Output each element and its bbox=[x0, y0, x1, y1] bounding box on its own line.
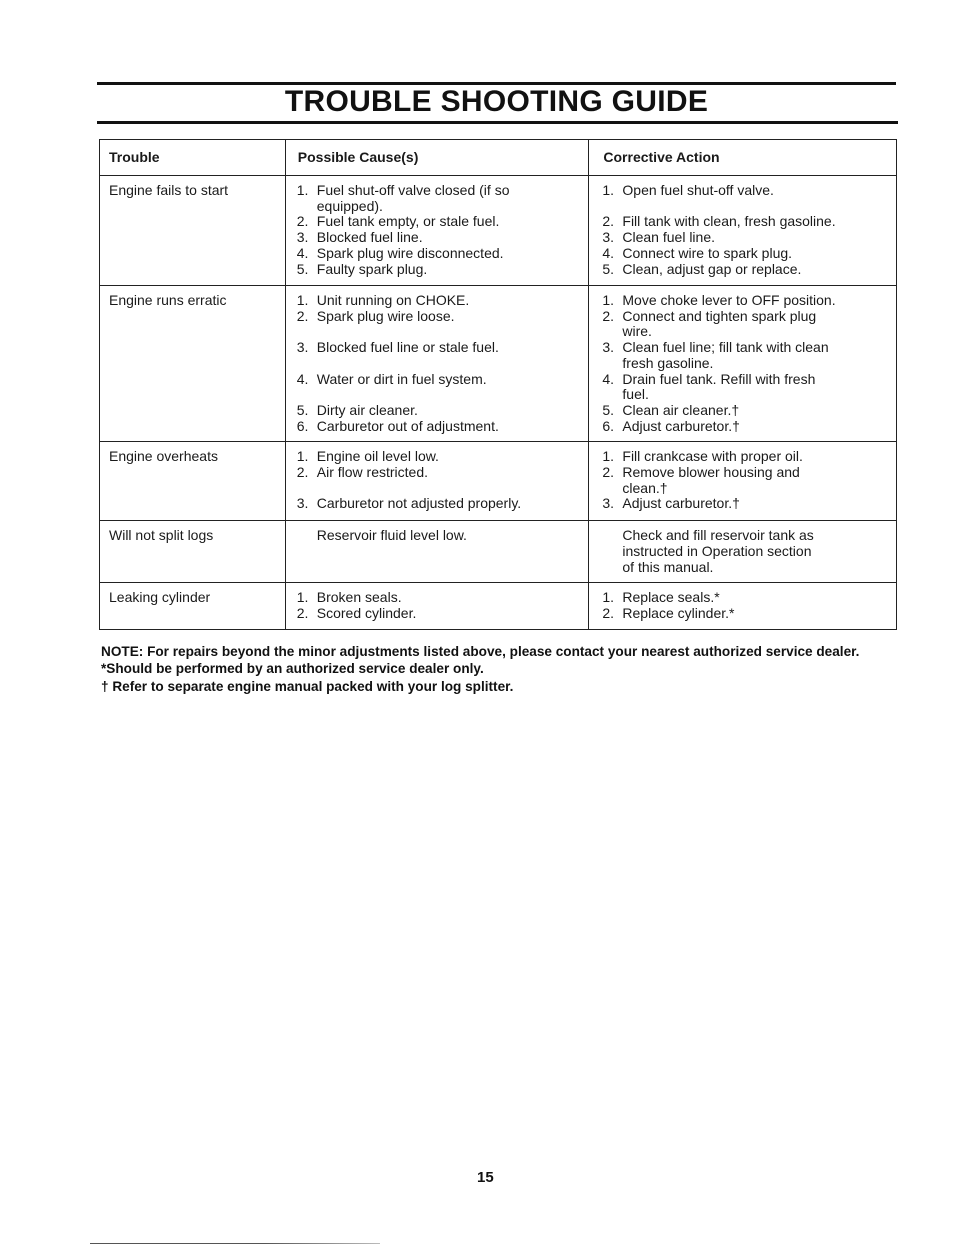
list-item bbox=[602, 214, 888, 230]
item-number: 3. bbox=[296, 229, 309, 246]
table-row bbox=[100, 176, 897, 286]
item-number: 6. bbox=[296, 417, 309, 434]
item-text: Carburetor out of adjustment. bbox=[316, 417, 499, 434]
item-text: Clean fuel line. bbox=[622, 229, 716, 246]
list-item bbox=[602, 449, 888, 465]
list-item bbox=[297, 481, 581, 497]
item-text: Broken seals. bbox=[316, 589, 402, 606]
item-text: Scored cylinder. bbox=[316, 605, 417, 622]
item-number bbox=[297, 528, 317, 544]
item-text: equipped). bbox=[316, 197, 383, 214]
item-number: 3. bbox=[602, 339, 615, 356]
list-item bbox=[602, 262, 888, 278]
item-number bbox=[297, 387, 317, 403]
actions-cell bbox=[589, 286, 897, 442]
list-item bbox=[602, 606, 888, 622]
item-text: fuel. bbox=[622, 386, 649, 403]
list-item bbox=[297, 372, 581, 388]
item-text bbox=[622, 199, 888, 215]
item-number bbox=[602, 560, 622, 576]
causes-cell bbox=[285, 442, 589, 521]
list-item bbox=[297, 246, 581, 262]
trouble-cell bbox=[100, 442, 286, 521]
list-item bbox=[297, 496, 581, 512]
list-item bbox=[297, 309, 581, 325]
item-number: 4. bbox=[602, 244, 615, 261]
item-number: 2. bbox=[602, 605, 615, 622]
list-item bbox=[602, 590, 888, 606]
table-row bbox=[100, 521, 897, 583]
item-text: Air flow restricted. bbox=[316, 464, 429, 481]
actions-cell bbox=[589, 176, 897, 286]
item-text: Fill crankcase with proper oil. bbox=[622, 448, 803, 465]
item-text: Replace seals.* bbox=[622, 589, 720, 606]
item-number: 1. bbox=[602, 182, 615, 198]
item-number: 4. bbox=[296, 370, 309, 387]
causes-cell bbox=[285, 176, 589, 286]
list-item bbox=[297, 419, 581, 435]
trouble-text: Leaking cylinder bbox=[109, 589, 211, 606]
trouble-cell bbox=[100, 176, 286, 286]
list-item bbox=[297, 387, 581, 403]
list-item bbox=[602, 199, 888, 215]
list-item bbox=[602, 387, 888, 403]
item-number: 1. bbox=[296, 589, 309, 606]
list-item bbox=[297, 340, 581, 356]
actions-cell bbox=[589, 442, 897, 521]
item-text: Move choke lever to OFF position. bbox=[622, 292, 836, 308]
item-number: 2. bbox=[602, 307, 615, 324]
note-repairs: NOTE: For repairs beyond the minor adjustments listed above, please contact your nearest authorized service dealer. bbox=[101, 644, 860, 659]
list-item bbox=[602, 528, 888, 544]
item-number: 1. bbox=[602, 589, 615, 606]
list-item bbox=[602, 403, 888, 419]
causes-cell bbox=[285, 286, 589, 442]
item-text: of this manual. bbox=[622, 558, 714, 575]
table-row bbox=[100, 286, 897, 442]
list-item bbox=[297, 293, 581, 309]
item-number bbox=[602, 481, 622, 497]
list-item bbox=[297, 449, 581, 465]
list-item bbox=[602, 340, 888, 356]
item-number: 5. bbox=[602, 260, 615, 277]
trouble-shooting-table bbox=[99, 139, 897, 630]
list-item bbox=[602, 481, 888, 497]
item-text: Spark plug wire loose. bbox=[316, 307, 455, 324]
trouble-cell bbox=[100, 286, 286, 442]
item-number: 1. bbox=[602, 448, 615, 465]
list-item bbox=[602, 419, 888, 435]
item-number bbox=[297, 324, 317, 340]
item-text: Clean air cleaner.† bbox=[622, 401, 740, 418]
notes-block bbox=[101, 643, 901, 695]
trouble-text: Engine runs erratic bbox=[109, 292, 227, 308]
item-text: Remove blower housing and bbox=[622, 464, 800, 481]
table-row bbox=[100, 583, 897, 630]
item-text: Fuel shut-off valve closed (if so bbox=[316, 182, 510, 198]
item-text: Blocked fuel line. bbox=[316, 229, 423, 246]
causes-cell bbox=[285, 521, 589, 583]
item-text: Fuel tank empty, or stale fuel. bbox=[316, 213, 500, 230]
title-rule-bottom bbox=[97, 121, 898, 124]
trouble-text: Will not split logs bbox=[109, 527, 214, 544]
page-title: TROUBLE SHOOTING GUIDE bbox=[284, 85, 709, 118]
item-number bbox=[297, 199, 317, 215]
list-item bbox=[297, 606, 581, 622]
item-number: 1. bbox=[296, 448, 309, 465]
item-number: 1. bbox=[296, 292, 309, 308]
item-text: Engine oil level low. bbox=[316, 448, 439, 465]
bottom-rule bbox=[90, 1243, 380, 1244]
actions-cell bbox=[589, 583, 897, 630]
list-item bbox=[602, 246, 888, 262]
trouble-text: Engine overheats bbox=[109, 448, 218, 465]
list-item bbox=[297, 465, 581, 481]
item-number: 3. bbox=[602, 229, 615, 246]
trouble-cell bbox=[100, 521, 286, 583]
header-trouble-label: Trouble bbox=[109, 148, 160, 165]
item-text: Dirty air cleaner. bbox=[316, 401, 418, 418]
list-item bbox=[297, 356, 581, 372]
item-text: Reservoir fluid level low. bbox=[316, 527, 467, 544]
item-text: Water or dirt in fuel system. bbox=[316, 370, 487, 387]
header-possible-causes bbox=[285, 140, 589, 176]
note-engine-manual: † Refer to separate engine manual packed with your log splitter. bbox=[101, 678, 514, 694]
item-number: 5. bbox=[296, 260, 309, 277]
list-item bbox=[297, 214, 581, 230]
trouble-cell bbox=[100, 583, 286, 630]
item-text: instructed in Operation section bbox=[622, 543, 812, 560]
item-number bbox=[602, 324, 622, 340]
item-text bbox=[317, 324, 581, 340]
item-text: Clean fuel line; fill tank with clean bbox=[622, 339, 829, 356]
item-number: 4. bbox=[602, 370, 615, 387]
item-number: 4. bbox=[296, 244, 309, 261]
list-item bbox=[297, 183, 581, 199]
item-number: 3. bbox=[296, 495, 309, 512]
list-item bbox=[602, 465, 888, 481]
list-item bbox=[602, 544, 888, 560]
item-number bbox=[602, 528, 622, 544]
item-text: Blocked fuel line or stale fuel. bbox=[316, 339, 499, 356]
header-corrective-action bbox=[589, 140, 897, 176]
note-dealer-only: *Should be performed by an authorized service dealer only. bbox=[101, 661, 484, 677]
item-text: Faulty spark plug. bbox=[316, 260, 428, 277]
item-text: Fill tank with clean, fresh gasoline. bbox=[622, 213, 836, 230]
list-item bbox=[602, 356, 888, 372]
item-number: 2. bbox=[296, 464, 309, 481]
item-text: clean.† bbox=[622, 479, 668, 496]
header-causes-label: Possible Cause(s) bbox=[297, 148, 419, 165]
item-number: 2. bbox=[602, 213, 615, 230]
list-item bbox=[297, 528, 581, 544]
list-item bbox=[602, 309, 888, 325]
item-text: Carburetor not adjusted properly. bbox=[316, 495, 522, 512]
actions-cell bbox=[589, 521, 897, 583]
item-number: 5. bbox=[296, 401, 309, 418]
item-number: 3. bbox=[602, 495, 615, 512]
table-header-row bbox=[100, 140, 897, 176]
item-text bbox=[317, 387, 581, 403]
item-text: Open fuel shut-off valve. bbox=[622, 182, 774, 198]
item-number: 2. bbox=[296, 605, 309, 622]
item-text: Adjust carburetor.† bbox=[622, 495, 740, 512]
item-text: Unit running on CHOKE. bbox=[316, 292, 470, 308]
page-number: 15 bbox=[477, 1169, 494, 1186]
item-text: wire. bbox=[622, 323, 652, 340]
item-number bbox=[602, 199, 622, 215]
item-number: 2. bbox=[296, 213, 309, 230]
table-body bbox=[100, 176, 897, 630]
item-number: 2. bbox=[296, 307, 309, 324]
item-number: 2. bbox=[602, 464, 615, 481]
header-trouble bbox=[100, 140, 286, 176]
list-item bbox=[297, 262, 581, 278]
item-number: 3. bbox=[296, 339, 309, 356]
item-number bbox=[297, 356, 317, 372]
item-number bbox=[602, 356, 622, 372]
item-number: 1. bbox=[602, 292, 615, 308]
item-text bbox=[317, 481, 581, 497]
item-text: Clean, adjust gap or replace. bbox=[622, 260, 802, 277]
item-text: Replace cylinder.* bbox=[622, 605, 735, 622]
list-item bbox=[602, 183, 888, 199]
list-item bbox=[602, 496, 888, 512]
list-item bbox=[297, 590, 581, 606]
table-row bbox=[100, 442, 897, 521]
list-item bbox=[602, 560, 888, 576]
item-text bbox=[317, 356, 581, 372]
item-text: Drain fuel tank. Refill with fresh bbox=[622, 370, 816, 387]
item-text: Check and fill reservoir tank as bbox=[622, 527, 814, 544]
item-number bbox=[602, 387, 622, 403]
list-item bbox=[602, 372, 888, 388]
item-text: fresh gasoline. bbox=[622, 354, 714, 371]
list-item bbox=[602, 293, 888, 309]
list-item bbox=[297, 199, 581, 215]
list-item bbox=[297, 230, 581, 246]
trouble-text: Engine fails to start bbox=[109, 182, 229, 198]
item-number: 5. bbox=[602, 401, 615, 418]
causes-cell bbox=[285, 583, 589, 630]
list-item bbox=[297, 324, 581, 340]
list-item bbox=[602, 230, 888, 246]
item-text: Connect wire to spark plug. bbox=[622, 244, 793, 261]
item-number: 1. bbox=[296, 182, 309, 198]
item-text: Spark plug wire disconnected. bbox=[316, 244, 504, 261]
header-action-label: Corrective Action bbox=[603, 148, 720, 165]
list-item bbox=[297, 403, 581, 419]
item-text: Adjust carburetor.† bbox=[622, 417, 740, 434]
item-text: Connect and tighten spark plug bbox=[622, 307, 817, 324]
item-number bbox=[297, 481, 317, 497]
item-number: 6. bbox=[602, 417, 615, 434]
item-number bbox=[602, 544, 622, 560]
list-item bbox=[602, 324, 888, 340]
